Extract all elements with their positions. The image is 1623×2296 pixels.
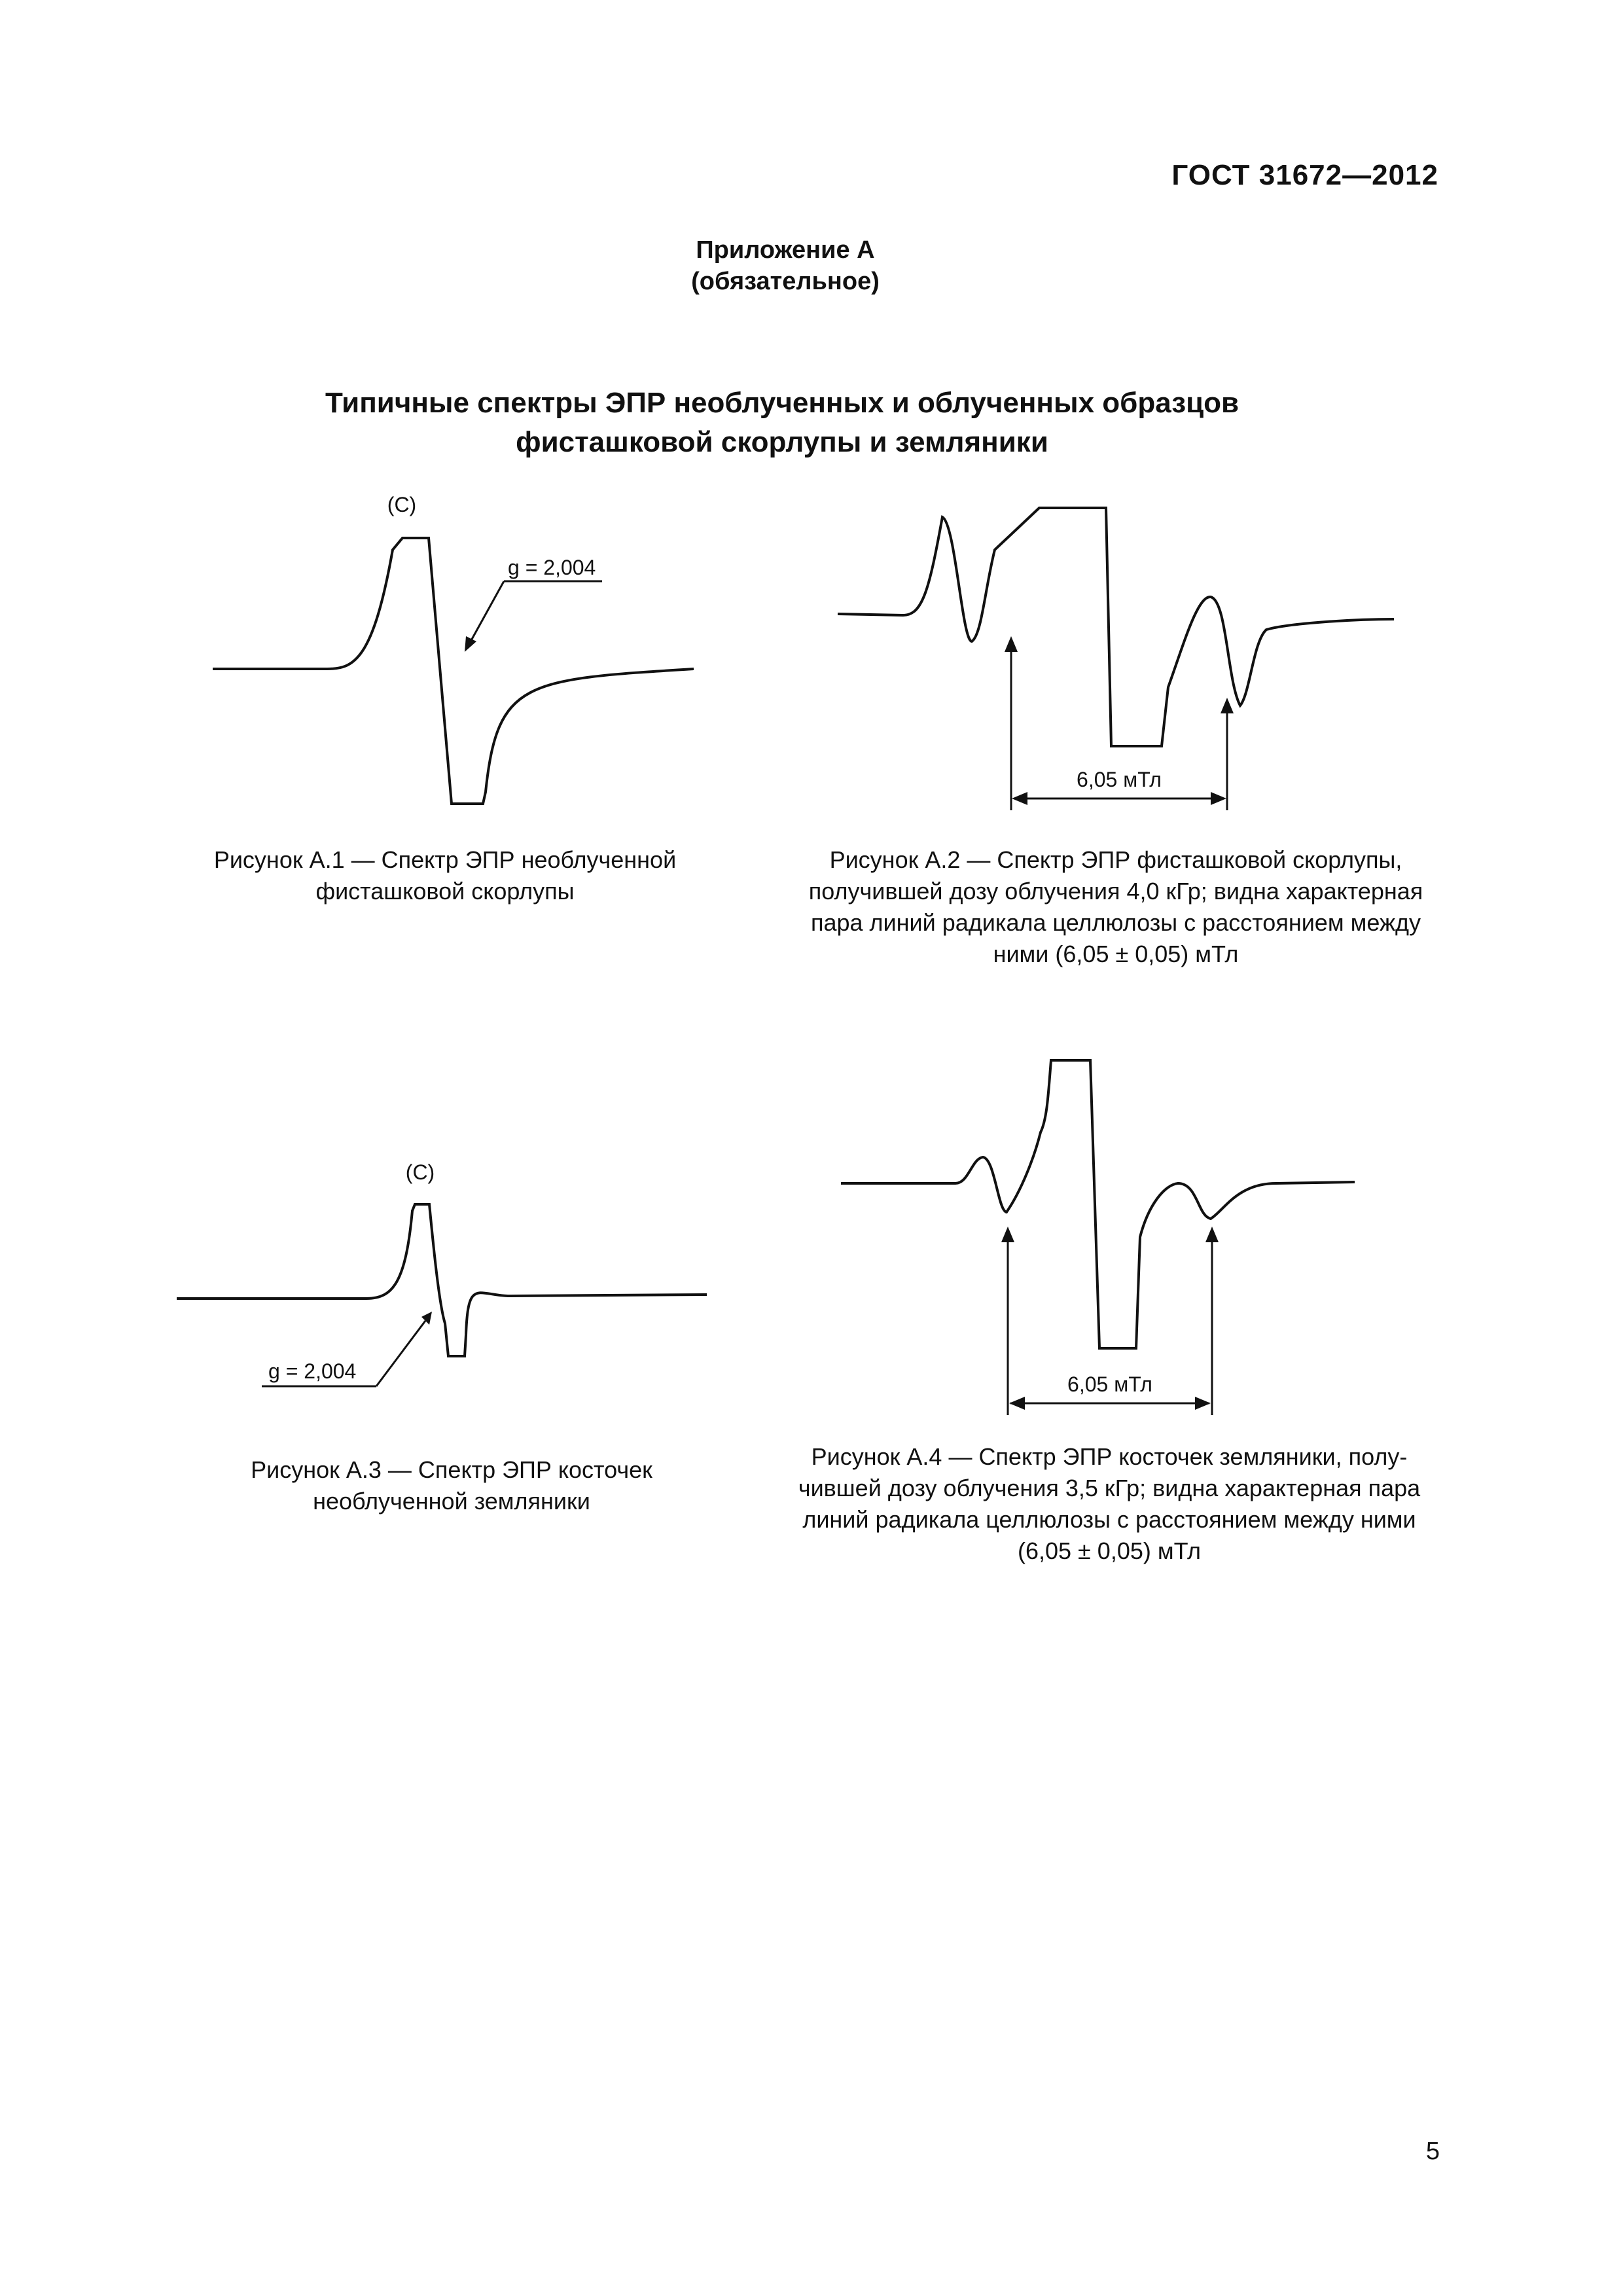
g-label-leader (470, 581, 504, 643)
caption-line: Рисунок А.2 — Спектр ЭПР фисташковой скорлупы, (829, 846, 1402, 873)
g-factor-label: g = 2,004 (508, 556, 596, 579)
g-label-leader (376, 1321, 425, 1386)
caption-line: ними (6,05 ± 0,05) мТл (993, 941, 1239, 967)
left-arrow-icon (1009, 1397, 1025, 1410)
distance-label: 6,05 мТл (1077, 768, 1162, 791)
figure-a4-spectrum (831, 1041, 1407, 1420)
figure-a1 (196, 484, 720, 825)
g-arrow-head-icon (465, 636, 476, 652)
figure-a2-caption (792, 844, 1440, 970)
epr-spectrum-line (838, 508, 1394, 746)
figure-a3-spectrum (170, 1139, 733, 1427)
annex-title: Приложение А (696, 236, 875, 264)
caption-line: Рисунок А.4 — Спектр ЭПР косточек земляники, полу- (811, 1443, 1408, 1470)
epr-spectrum-line (841, 1060, 1355, 1348)
caption-line: получившей дозу облучения 4,0 кГр; видна характерная (808, 878, 1423, 905)
peak-label-c: (C) (405, 1160, 435, 1184)
figure-a1-caption (151, 844, 740, 907)
up-arrow-icon (1205, 1227, 1219, 1242)
page-number: 5 (1425, 2138, 1440, 2165)
epr-spectrum-line (213, 538, 694, 804)
right-arrow-icon (1211, 792, 1226, 805)
section-title-line-2: фисташковой скорлупы и земляники (516, 426, 1048, 458)
g-factor-label: g = 2,004 (268, 1359, 357, 1383)
figure-a3 (170, 1139, 733, 1427)
epr-spectrum-line (177, 1204, 707, 1356)
up-arrow-icon (1005, 636, 1018, 652)
annex-heading (0, 234, 1571, 297)
up-arrow-icon (1221, 698, 1234, 713)
figure-a3-caption (157, 1454, 746, 1517)
section-title (0, 384, 1564, 462)
caption-line: необлученной земляники (313, 1488, 590, 1515)
section-title-line-1: Типичные спектры ЭПР необлученных и облученных образцов (325, 387, 1240, 419)
caption-line: Рисунок А.3 — Спектр ЭПР косточек (251, 1456, 652, 1483)
caption-line: чившей дозу облучения 3,5 кГр; видна характерная пара (798, 1475, 1421, 1501)
caption-line: линий радикала целлюлозы с расстоянием между ними (802, 1506, 1416, 1533)
caption-line: пара линий радикала целлюлозы с расстоянием между (810, 909, 1421, 936)
left-arrow-icon (1012, 792, 1027, 805)
peak-label-c: (C) (387, 493, 417, 516)
right-arrow-icon (1195, 1397, 1211, 1410)
caption-line: (6,05 ± 0,05) мТл (1017, 1537, 1201, 1564)
annex-status: (обязательное) (691, 268, 880, 295)
figure-a4 (831, 1041, 1407, 1420)
figure-a2-spectrum (831, 484, 1420, 825)
up-arrow-icon (1001, 1227, 1014, 1242)
figure-a4-caption (785, 1441, 1433, 1567)
figure-a2 (831, 484, 1420, 825)
figure-a1-spectrum (196, 484, 720, 825)
document-code: ГОСТ 31672—2012 (1171, 159, 1438, 191)
caption-line: фисташковой скорлупы (315, 878, 575, 905)
caption-line: Рисунок А.1 — Спектр ЭПР необлученной (213, 846, 677, 873)
distance-label: 6,05 мТл (1067, 1372, 1152, 1396)
